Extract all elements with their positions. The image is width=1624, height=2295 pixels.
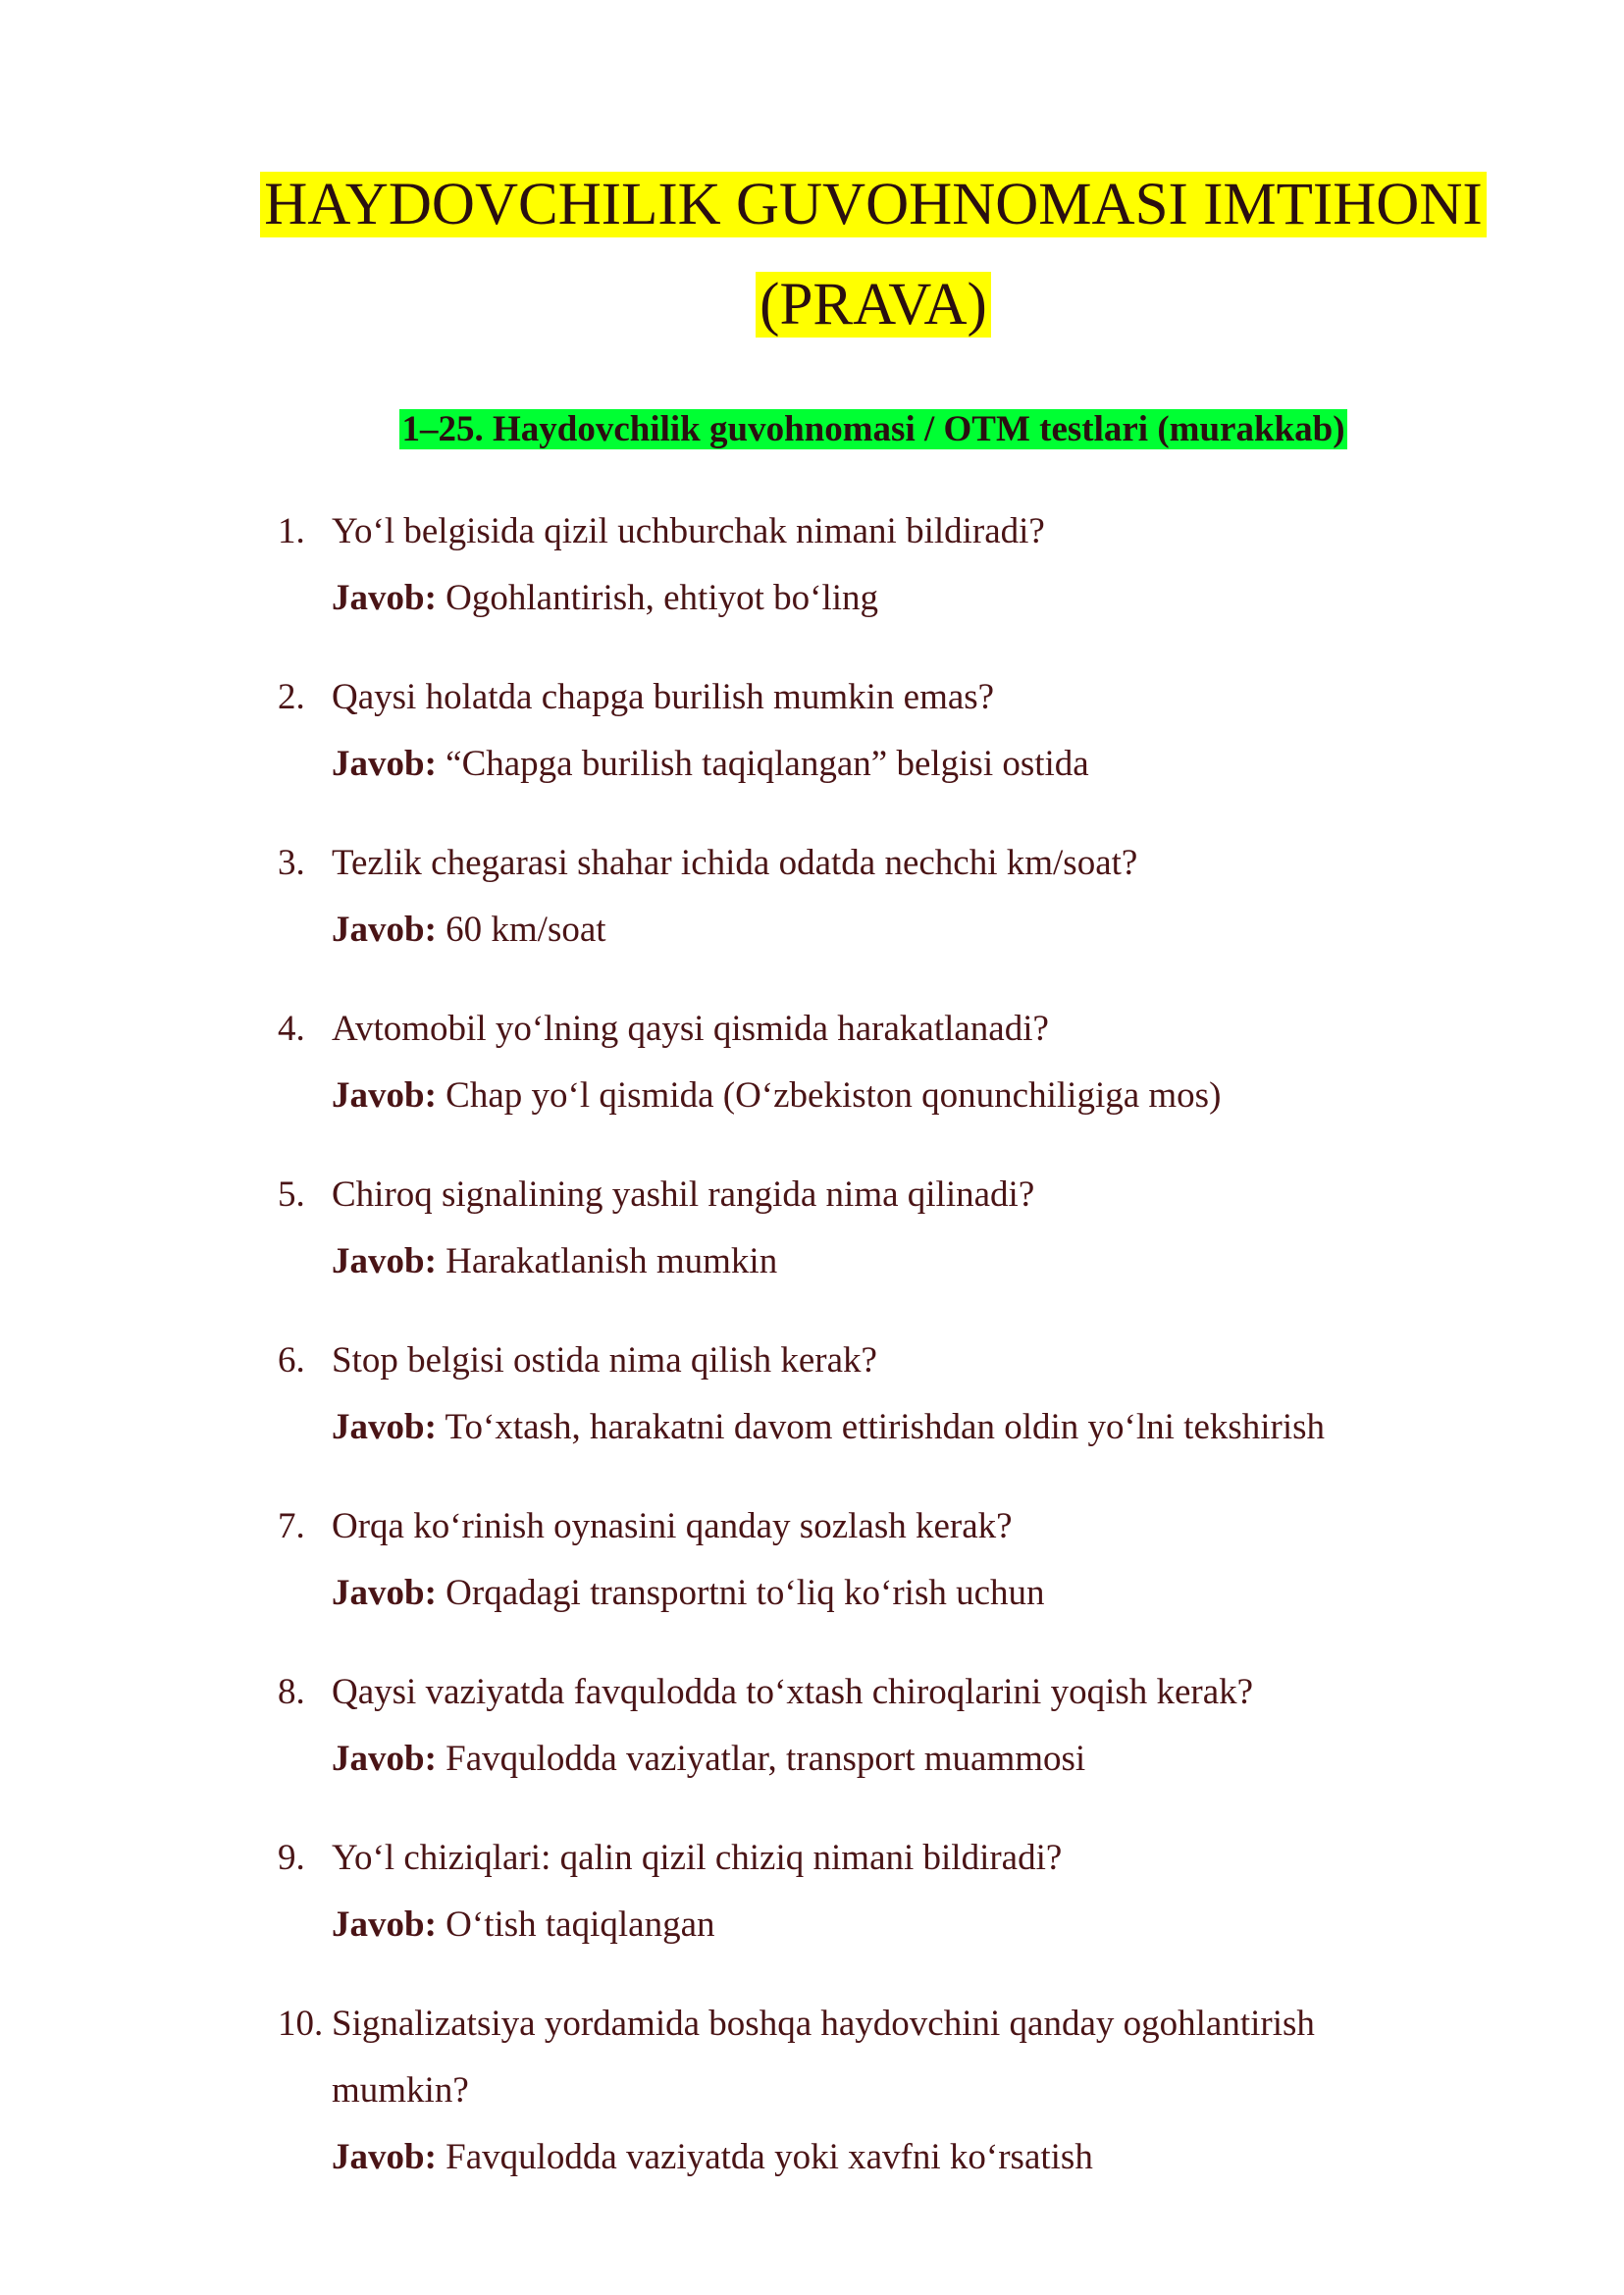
answer-label: Javob:	[332, 1573, 437, 1613]
answer-line	[332, 565, 1455, 632]
question-number: 2.	[278, 677, 305, 717]
answer-label: Javob:	[332, 910, 437, 950]
question-number: 1.	[278, 511, 305, 551]
question-number: 6.	[278, 1340, 305, 1381]
list-item	[278, 664, 1455, 798]
question-text: Yo‘l chiziqlari: qalin qizil chiziq nimani bildiradi?	[332, 1838, 1063, 1878]
title-line-1: HAYDOVCHILIK GUVOHNOMASI IMTIHONI	[260, 172, 1486, 237]
question-number: 3.	[278, 843, 305, 883]
title-line-2: (PRAVA)	[756, 272, 991, 338]
answer-text: Favqulodda vaziyatda yoki xavfni ko‘rsatish	[445, 2137, 1093, 2177]
answer-label: Javob:	[332, 2137, 437, 2177]
list-item	[278, 1659, 1455, 1793]
question-number: 5.	[278, 1174, 305, 1215]
question-text: Chiroq signalining yashil rangida nima qilinadi?	[332, 1174, 1035, 1215]
document-title	[255, 155, 1492, 355]
question-text: Orqa ko‘rinish oynasini qanday sozlash kerak?	[332, 1506, 1013, 1546]
list-item	[278, 1328, 1455, 1461]
answer-label: Javob:	[332, 1407, 437, 1447]
question-text: Tezlik chegarasi shahar ichida odatda nechchi km/soat?	[332, 843, 1138, 883]
question-number: 4.	[278, 1009, 305, 1049]
question-text: Signalizatsiya yordamida boshqa haydovchini qanday ogohlantirish mumkin?	[332, 2004, 1315, 2111]
answer-line	[332, 1560, 1455, 1627]
answer-line	[332, 1726, 1455, 1793]
question-number: 10.	[278, 2004, 324, 2044]
answer-text: To‘xtash, harakatni davom ettirishdan oldin yo‘lni tekshirish	[445, 1407, 1326, 1447]
question-number: 7.	[278, 1506, 305, 1546]
answer-label: Javob:	[332, 1739, 437, 1779]
answer-text: Chap yo‘l qismida (O‘zbekiston qonunchiligiga mos)	[445, 1075, 1222, 1116]
section-heading	[373, 404, 1374, 455]
answer-text: O‘tish taqiqlangan	[445, 1904, 715, 1945]
answer-text: 60 km/soat	[445, 910, 606, 950]
list-item	[278, 1825, 1455, 1958]
answer-line	[332, 897, 1455, 964]
question-text: Stop belgisi ostida nima qilish kerak?	[332, 1340, 877, 1381]
list-item	[278, 1991, 1455, 2191]
answer-label: Javob:	[332, 1241, 437, 1281]
answer-line	[332, 1394, 1455, 1461]
answer-line	[332, 1228, 1455, 1295]
answer-line	[332, 1892, 1455, 1958]
question-number: 8.	[278, 1672, 305, 1712]
question-text: Qaysi holatda chapga burilish mumkin emas?	[332, 677, 995, 717]
question-list	[278, 498, 1455, 2223]
answer-line	[332, 1063, 1455, 1129]
answer-label: Javob:	[332, 578, 437, 618]
list-item	[278, 498, 1455, 632]
answer-text: Favqulodda vaziyatlar, transport muammosi	[445, 1739, 1086, 1779]
section-heading-text: 1–25. Haydovchilik guvohnomasi / OTM testlari (murakkab)	[401, 409, 1345, 449]
list-item	[278, 1162, 1455, 1295]
answer-line	[332, 731, 1455, 798]
answer-line	[332, 2124, 1455, 2191]
list-item	[278, 996, 1455, 1129]
answer-text: Ogohlantirish, ehtiyot bo‘ling	[445, 578, 879, 618]
answer-text: Orqadagi transportni to‘liq ko‘rish uchun	[445, 1573, 1045, 1613]
answer-text: Harakatlanish mumkin	[445, 1241, 778, 1281]
answer-label: Javob:	[332, 744, 437, 784]
list-item	[278, 830, 1455, 964]
list-item	[278, 1493, 1455, 1627]
answer-text: “Chapga burilish taqiqlangan” belgisi ostida	[445, 744, 1089, 784]
answer-label: Javob:	[332, 1075, 437, 1116]
question-text: Yo‘l belgisida qizil uchburchak nimani bildiradi?	[332, 511, 1045, 551]
question-text: Avtomobil yo‘lning qaysi qismida harakatlanadi?	[332, 1009, 1049, 1049]
question-text: Qaysi vaziyatda favqulodda to‘xtash chiroqlarini yoqish kerak?	[332, 1672, 1254, 1712]
answer-label: Javob:	[332, 1904, 437, 1945]
question-number: 9.	[278, 1838, 305, 1878]
